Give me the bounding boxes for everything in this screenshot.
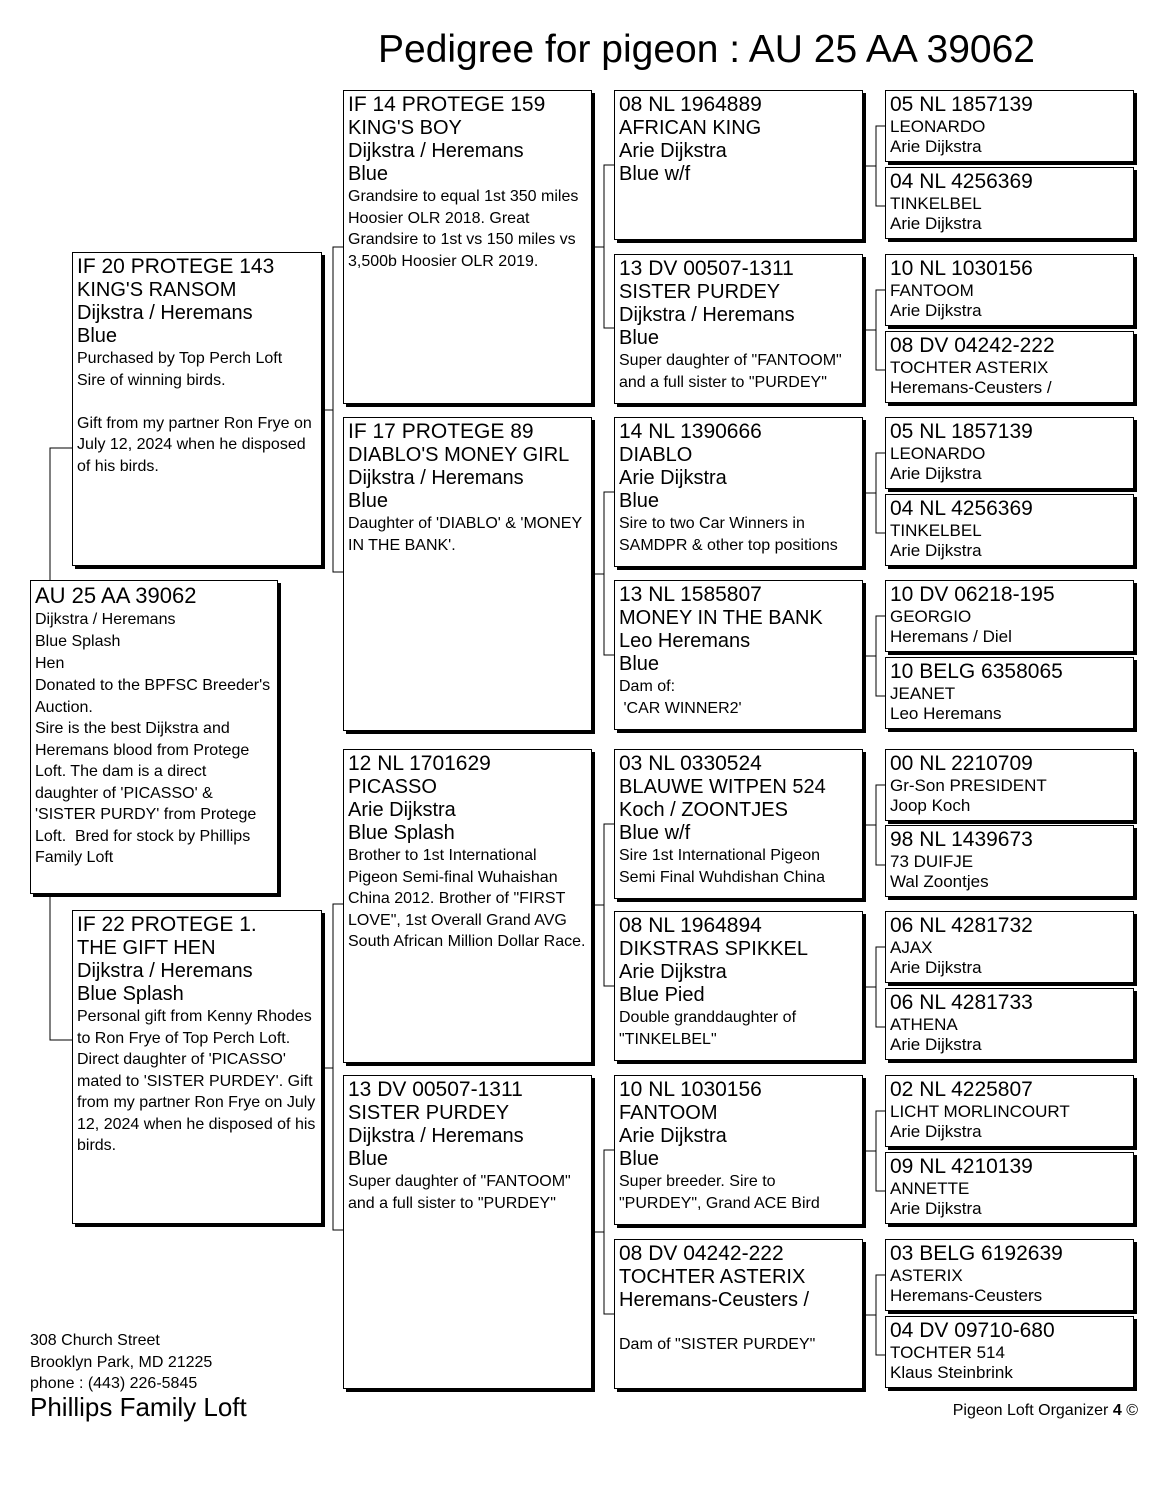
ancestor-card [885,580,1134,652]
bird-band: 08 DV 04242-222 [890,334,1055,357]
bird-color: Blue [619,1148,660,1170]
bird-band: 13 NL 1585807 [619,583,762,606]
bird-breeder: Arie Dijkstra [890,301,982,320]
bird-name: SISTER PURDEY [619,281,781,303]
connector-line [604,165,614,328]
ancestor-card [885,988,1134,1060]
bird-band: IF 14 PROTEGE 159 [348,93,546,116]
grandparent-card [343,1075,592,1389]
bird-notes: Daughter of 'DIABLO' & 'MONEY IN THE BANK'. [348,515,587,554]
bird-name: AJAX [890,938,933,957]
bird-band: 06 NL 4281732 [890,914,1033,937]
bird-name: ATHENA [890,1015,958,1034]
bird-breeder: Arie Dijkstra [619,467,727,489]
loft-name: Phillips Family Loft [30,1392,247,1422]
connector-line [604,492,614,655]
address-line-2: Brooklyn Park, MD 21225 [30,1353,213,1371]
bird-color: Blue [348,490,389,512]
bird-breeder: Koch / ZOONTJES [619,799,788,821]
bird-breeder: Arie Dijkstra [348,799,456,821]
bird-band: IF 20 PROTEGE 143 [77,255,275,278]
great-grandparent-card [614,911,863,1061]
ancestor-card [885,911,1134,983]
bird-breeder: Arie Dijkstra [890,1122,982,1141]
software-version: 4 [1112,1402,1122,1419]
bird-name: DIABLO'S MONEY GIRL [348,444,570,466]
bird-breeder: Leo Heremans [890,704,1002,723]
ancestor-card [885,825,1134,897]
bird-breeder: Leo Heremans [619,630,751,652]
bird-band: 10 BELG 6358065 [890,660,1063,683]
bird-breeder: Dijkstra / Heremans [348,467,524,489]
grandparent-card [343,90,592,404]
bird-name: DIKSTRAS SPIKKEL [619,938,808,960]
bird-color: Blue w/f [619,822,691,844]
bird-notes: Grandsire to equal 1st 350 miles Hoosier OLR 2018. Great Grandsire to 1st vs 150 miles vs 3,500b Hoosier OLR 2019. [348,188,583,270]
bird-breeder: Heremans-Ceusters / [619,1289,810,1311]
bird-notes: Super breeder. Sire to "PURDEY", Grand ACE Bird [619,1173,820,1212]
copyright-symbol: © [1126,1402,1138,1419]
connector-line [876,453,885,533]
software-credit [953,1402,1138,1420]
bird-color: Blue Splash [77,983,184,1005]
phone-number: phone : (443) 226-5845 [30,1375,198,1392]
bird-notes: Personal gift from Kenny Rhodes to Ron Frye of Top Perch Loft. Direct daughter of 'PICASSO' mated to 'SISTER PURDEY'. Gift from my partner Ron Frye on July 12, 2024 when he disposed of his birds. [77,1008,320,1154]
bird-breeder: Arie Dijkstra [890,464,982,483]
great-grandparent-card [614,1239,863,1389]
bird-band: 12 NL 1701629 [348,752,491,775]
bird-breeder: Arie Dijkstra [890,1199,982,1218]
bird-name: FANTOOM [619,1102,718,1124]
ancestor-card [885,1316,1134,1388]
bird-band: 08 DV 04242-222 [619,1242,784,1265]
bird-band: 04 NL 4256369 [890,497,1033,520]
dam-card [72,910,322,1224]
bird-band: IF 22 PROTEGE 1. [77,913,257,936]
great-grandparent-card [614,749,863,899]
bird-band: 04 NL 4256369 [890,170,1033,193]
bird-notes: Brother to 1st International Pigeon Semi-final Wuhaishan China 2012. Brother of "FIRST LOVE", 1st Overall Grand AVG South African Million Dollar Race. [348,847,586,950]
bird-band: 00 NL 2210709 [890,752,1033,775]
bird-name: BLAUWE WITPEN 524 [619,776,826,798]
bird-band: 98 NL 1439673 [890,828,1033,851]
bird-name: LICHT MORLINCOURT [890,1102,1070,1121]
bird-notes: Double granddaughter of "TINKELBEL" [619,1009,801,1048]
bird-name: TOCHTER ASTERIX [619,1266,806,1288]
bird-breeder: Arie Dijkstra [890,958,982,977]
bird-name: ASTERIX [890,1266,963,1285]
ancestor-card [885,417,1134,489]
subject-notes: Donated to the BPFSC Breeder's Auction. Sire is the best Dijkstra and Heremans blood from Protege Loft. The dam is a direct daughter of 'PICASSO' & 'SISTER PURDY' from Protege Loft. Bred for stock by Phillips Family Loft [35,677,271,866]
great-grandparent-card [614,254,863,404]
bird-breeder: Dijkstra / Heremans [348,140,524,162]
connector-line [876,947,885,1027]
bird-breeder: Dijkstra / Heremans [77,302,253,324]
grandparent-card [343,749,592,1063]
bird-name: 73 DUIFJE [890,852,974,871]
bird-breeder: Wal Zoontjes [890,872,989,891]
bird-name: DIABLO [619,444,693,466]
bird-band: 04 DV 09710-680 [890,1319,1055,1342]
connector-line [876,785,885,865]
bird-notes: Purchased by Top Perch Loft Sire of winning birds. Gift from my partner Ron Frye on July 12, 2024 when he disposed of his birds. [77,350,312,475]
bird-breeder: Klaus Steinbrink [890,1363,1013,1382]
loft-address [30,1330,212,1395]
connector-line [604,1150,614,1314]
bird-band: IF 17 PROTEGE 89 [348,420,534,443]
software-name: Pigeon Loft Organizer [952,1402,1109,1419]
bird-breeder: Arie Dijkstra [619,1125,727,1147]
ancestor-card [885,657,1134,729]
grandparent-card [343,417,592,731]
bird-breeder: Arie Dijkstra [619,961,727,983]
bird-name: GEORGIO [890,607,972,626]
ancestor-card [885,254,1134,326]
bird-name: Gr-Son PRESIDENT [890,776,1047,795]
bird-breeder: Arie Dijkstra [890,137,982,156]
bird-band: 13 DV 00507-1311 [348,1078,523,1101]
bird-band: 08 NL 1964889 [619,93,762,116]
subject-band: AU 25 AA 39062 [35,583,197,608]
connector-line [604,824,614,986]
ancestor-card [885,331,1134,403]
bird-name: TOCHTER 514 [890,1343,1005,1362]
connector-line [876,1111,885,1191]
bird-band: 05 NL 1857139 [890,93,1033,116]
bird-name: LEONARDO [890,444,986,463]
address-line-1: 308 Church Street [30,1332,160,1349]
bird-band: 14 NL 1390666 [619,420,762,443]
great-grandparent-card [614,580,863,730]
page-title: Pedigree for pigeon : AU 25 AA 39062 [378,28,1036,71]
bird-notes: Super daughter of "FANTOOM" and a full sister to "PURDEY" [348,1173,576,1212]
bird-breeder: Arie Dijkstra [890,214,982,233]
bird-notes: Super daughter of "FANTOOM" and a full sister to "PURDEY" [619,352,847,391]
bird-band: 10 DV 06218-195 [890,583,1055,606]
ancestor-card [885,749,1134,821]
ancestor-card [885,494,1134,566]
bird-color: Blue [348,1148,389,1170]
subject-sex: Hen [35,655,65,672]
bird-color: Blue w/f [619,163,691,185]
bird-band: 08 NL 1964894 [619,914,762,937]
bird-band: 10 NL 1030156 [619,1078,762,1101]
bird-color: Blue [619,327,660,349]
great-grandparent-card [614,90,863,240]
bird-name: LEONARDO [890,117,986,136]
bird-band: 05 NL 1857139 [890,420,1033,443]
bird-breeder: Arie Dijkstra [619,140,727,162]
ancestor-card [885,1075,1134,1147]
bird-name: THE GIFT HEN [77,937,216,959]
bird-breeder: Joop Koch [890,796,971,815]
connector-line [333,247,343,572]
subject-breeder: Dijkstra / Heremans [35,611,176,628]
bird-name: FANTOOM [890,281,974,300]
bird-notes: Dam of "SISTER PURDEY" [619,1335,816,1353]
subject-bird-card [30,580,278,894]
bird-notes: Dam of: 'CAR WINNER2' [619,678,742,717]
bird-color: Blue [77,325,118,347]
bird-notes: Sire to two Car Winners in SAMDPR & other top positions [619,515,838,554]
bird-name: PICASSO [348,776,437,798]
bird-breeder: Heremans-Ceusters / [890,378,1052,397]
bird-breeder: Heremans-Ceusters [890,1286,1043,1305]
bird-breeder: Arie Dijkstra [890,541,982,560]
ancestor-card [885,1239,1134,1311]
bird-band: 03 NL 0330524 [619,752,762,775]
bird-name: KING'S RANSOM [77,279,237,301]
bird-name: TOCHTER ASTERIX [890,358,1049,377]
bird-band: 09 NL 4210139 [890,1155,1033,1178]
bird-color: Blue [619,653,660,675]
ancestor-card [885,90,1134,162]
ancestor-card [885,1152,1134,1224]
ancestor-card [885,167,1134,239]
bird-band: 10 NL 1030156 [890,257,1033,280]
bird-color: Blue Splash [348,822,455,844]
subject-color: Blue Splash [35,633,121,650]
sire-card [72,252,322,566]
bird-name: JEANET [890,684,956,703]
great-grandparent-card [614,1075,863,1225]
connector-line [876,290,885,370]
bird-breeder: Dijkstra / Heremans [619,304,795,326]
bird-name: TINKELBEL [890,194,982,213]
bird-name: AFRICAN KING [619,117,762,139]
bird-name: SISTER PURDEY [348,1102,510,1124]
bird-breeder: Dijkstra / Heremans [348,1125,524,1147]
bird-band: 06 NL 4281733 [890,991,1033,1014]
connector-line [876,126,885,206]
connector-line [876,616,885,696]
bird-color: Blue [348,163,389,185]
connector-line [876,1275,885,1355]
bird-name: KING'S BOY [348,117,462,139]
bird-breeder: Arie Dijkstra [890,1035,982,1054]
bird-breeder: Heremans / Diel [890,627,1012,646]
bird-notes: Sire 1st International Pigeon Semi Final Wuhdishan China [619,847,826,886]
bird-color: Blue Pied [619,984,705,1006]
bird-name: ANNETTE [890,1179,970,1198]
bird-name: MONEY IN THE BANK [619,607,823,629]
bird-band: 03 BELG 6192639 [890,1242,1063,1265]
bird-band: 02 NL 4225807 [890,1078,1033,1101]
bird-breeder: Dijkstra / Heremans [77,960,253,982]
connector-line [333,904,343,1230]
bird-color: Blue [619,490,660,512]
bird-band: 13 DV 00507-1311 [619,257,794,280]
great-grandparent-card [614,417,863,567]
bird-name: TINKELBEL [890,521,982,540]
